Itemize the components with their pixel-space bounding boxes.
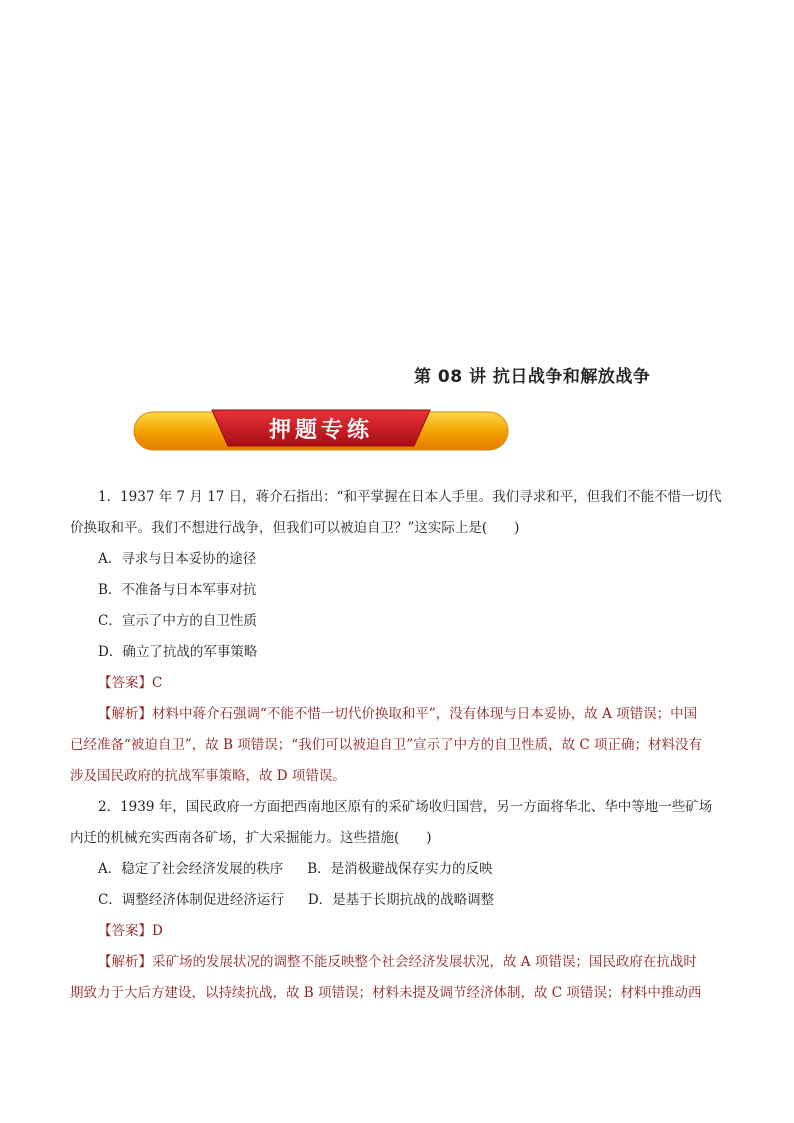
question-2-answer: 【答案】D — [98, 923, 163, 939]
banner-graphic — [132, 408, 510, 452]
question-2-option-a: A．稳定了社会经济发展的秩序 — [98, 861, 284, 877]
question-1-option-d: D．确立了抗战的军事策略 — [98, 644, 258, 660]
question-2-analysis-line1: 【解析】采矿场的发展状况的调整不能反映整个社会经济发展状况，故 A 项错误；国民政府在抗战时 — [98, 954, 697, 970]
question-1-stem-line1: 1．1937 年 7 月 17 日，蒋介石指出：“和平掌握在日本人手里。我们寻求和平，但我们不能不惜一切代 — [98, 489, 722, 505]
question-1-option-b: B．不准备与日本军事对抗 — [98, 582, 257, 598]
question-2-options-row1 — [70, 854, 726, 885]
lesson-title: 第 08 讲 抗日战争和解放战争 — [414, 367, 651, 387]
question-2-options-row2 — [70, 885, 726, 916]
question-1-option-a: A．寻求与日本妥协的途径 — [98, 551, 257, 567]
question-2-option-b: B．是消极避战保存实力的反映 — [307, 861, 493, 877]
section-banner — [132, 408, 510, 452]
question-content — [70, 482, 726, 1009]
banner-text: 押题专练 — [268, 418, 374, 443]
question-1-answer: 【答案】C — [98, 675, 163, 691]
question-1-stem-line2: 价换取和平。我们不想进行战争，但我们可以被迫自卫？”这实际上是( ) — [70, 520, 520, 536]
question-2-analysis-line2: 期致力于大后方建设，以持续抗战，故 B 项错误；材料未提及调节经济体制，故 C 项错误；材料中推动西 — [70, 985, 702, 1001]
question-1-analysis-line1: 【解析】材料中蒋介石强调“不能不惜一切代价换取和平”，没有体现与日本妥协，故 A 项错误；中国 — [98, 706, 698, 722]
question-2-stem-line1: 2．1939 年，国民政府一方面把西南地区原有的采矿场收归国营，另一方面将华北、华中等地一些矿场 — [98, 799, 713, 815]
question-2-stem-line2: 内迁的机械充实西南各矿场，扩大采掘能力。这些措施( ) — [70, 830, 432, 846]
question-1-option-c: C．宣示了中方的自卫性质 — [98, 613, 257, 629]
question-1-analysis-line2: 已经准备“被迫自卫”，故 B 项错误；“我们可以被迫自卫”宣示了中方的自卫性质，故 C 项正确；材料没有 — [70, 737, 703, 753]
question-2-option-c: C．调整经济体制促进经济运行 — [98, 892, 284, 908]
question-1-analysis-line3: 涉及国民政府的抗战军事策略，故 D 项错误。 — [70, 768, 346, 784]
question-2-option-d: D．是基于长期抗战的战略调整 — [307, 892, 495, 908]
